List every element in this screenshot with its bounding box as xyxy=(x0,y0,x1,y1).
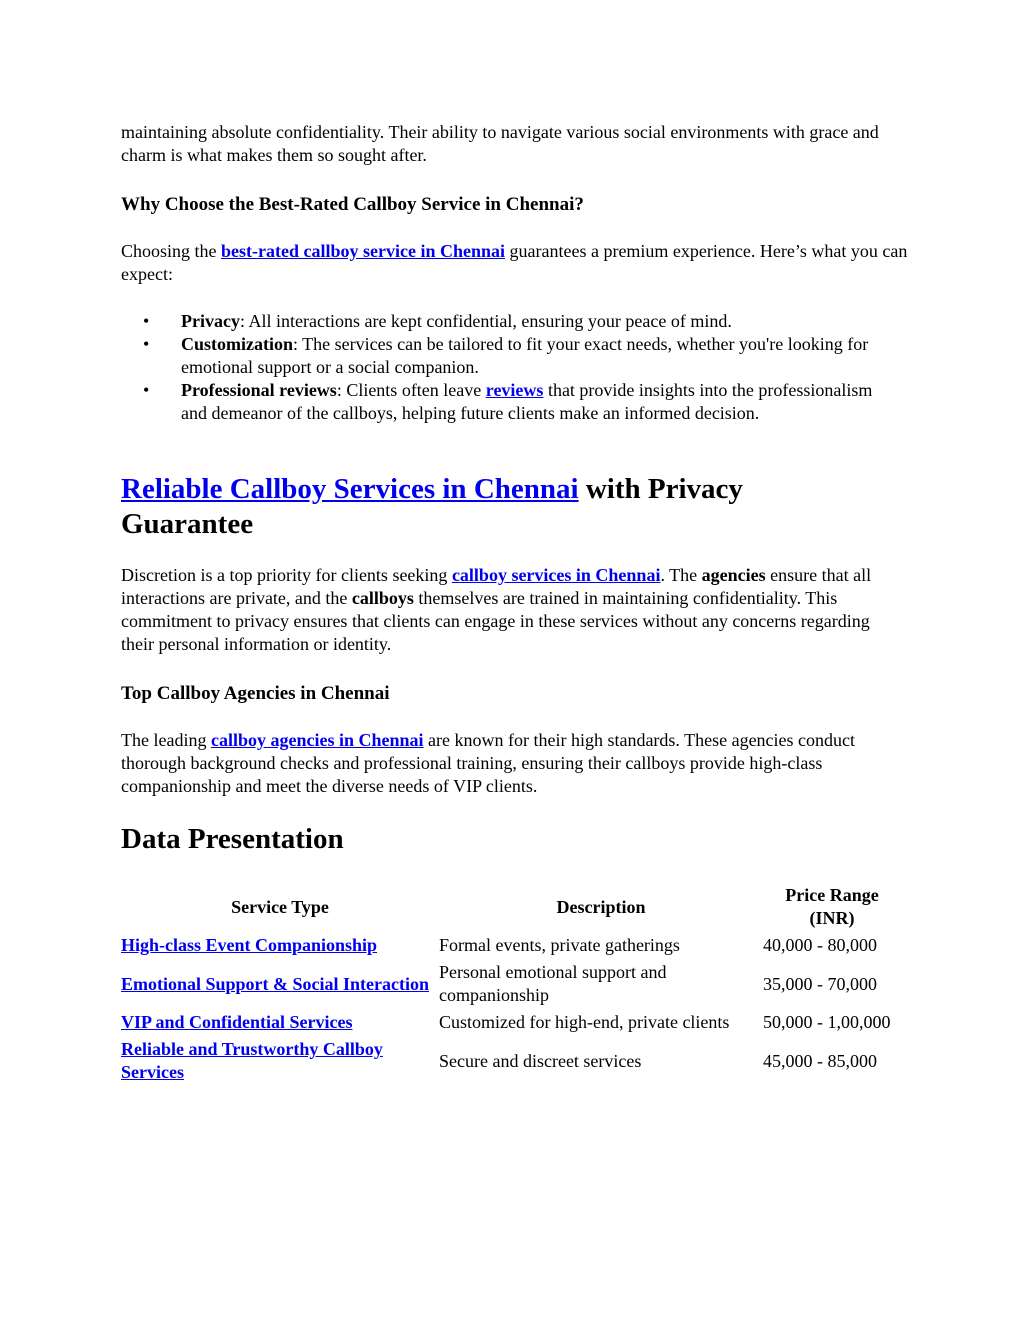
reviews-text-before: : Clients often leave xyxy=(336,380,486,400)
discretion-text-2: . The xyxy=(660,565,702,585)
reliable-services-heading xyxy=(121,472,841,542)
table-header-row xyxy=(121,882,901,932)
header-description: Description xyxy=(556,896,646,917)
why-choose-heading: Why Choose the Best-Rated Callboy Service in Chennai? xyxy=(121,194,584,215)
customization-text: : The services can be tailored to fit your exact needs, whether you're looking for emotional support or a social companion. xyxy=(181,334,869,377)
data-presentation-heading: Data Presentation xyxy=(121,823,344,855)
service-cell xyxy=(121,1009,439,1036)
top-agencies-heading: Top Callboy Agencies in Chennai xyxy=(121,683,390,704)
description-cell: Personal emotional support and companionship xyxy=(439,962,667,1005)
agencies-text-before: The leading xyxy=(121,730,211,750)
service-link[interactable]: Emotional Support & Social Interaction xyxy=(121,973,430,994)
description-cell: Secure and discreet services xyxy=(439,1050,642,1071)
discretion-paragraph xyxy=(121,564,906,656)
reviews-text-after: that provide insights into the professionalism and demeanor of the callboys, helping future clients make an informed decision. xyxy=(181,380,873,423)
benefits-list xyxy=(121,310,901,425)
description-cell: Customized for high-end, private clients xyxy=(439,1012,730,1032)
price-table xyxy=(121,882,901,1086)
privacy-text: : All interactions are kept confidential, ensuring your peace of mind. xyxy=(239,311,732,331)
agencies-paragraph xyxy=(121,729,901,798)
agencies-bold: agencies xyxy=(701,565,766,585)
privacy-term: Privacy xyxy=(181,311,240,331)
why-text-after: guarantees a premium experience. Here’s what you can expect: xyxy=(121,241,908,284)
header-price-range: Price Range (INR) xyxy=(785,885,879,928)
reviews-link[interactable]: reviews xyxy=(485,380,544,400)
service-cell xyxy=(121,959,439,1009)
price-cell: 45,000 - 85,000 xyxy=(763,1050,877,1071)
service-link[interactable]: Reliable and Trustworthy Callboy Services xyxy=(121,1039,383,1082)
callboy-agencies-link[interactable]: callboy agencies in Chennai xyxy=(210,730,424,750)
price-cell: 40,000 - 80,000 xyxy=(763,935,877,955)
intro-paragraph: maintaining absolute confidentiality. Their ability to navigate various social environments with grace and charm is what makes them so sought after. xyxy=(121,122,879,165)
callboy-services-link[interactable]: callboy services in Chennai xyxy=(451,565,661,585)
list-item-privacy xyxy=(121,310,901,333)
discretion-text-3: ensure that all interactions are private, and the xyxy=(121,565,872,608)
best-rated-service-link[interactable]: best-rated callboy service in Chennai xyxy=(221,241,505,261)
why-choose-paragraph xyxy=(121,240,911,286)
service-link[interactable]: High-class Event Companionship xyxy=(121,935,378,955)
discretion-text-4: themselves are trained in maintaining confidentiality. This commitment to privacy ensures that clients can engage in these services without any concerns regarding their personal information or identity. xyxy=(121,588,870,654)
table-row xyxy=(121,959,901,1009)
header-service-type: Service Type xyxy=(231,896,329,917)
reliable-heading-rest: with Privacy Guarantee xyxy=(121,473,743,540)
service-cell xyxy=(121,1036,439,1086)
list-item-customization xyxy=(121,333,901,379)
table-row xyxy=(121,932,901,959)
list-item-professional-reviews xyxy=(121,379,901,425)
why-text-before: Choosing the xyxy=(121,241,222,261)
callboys-bold: callboys xyxy=(351,588,414,608)
table-row xyxy=(121,1009,901,1036)
reliable-services-link[interactable]: Reliable Callboy Services in Chennai xyxy=(121,473,579,505)
description-cell: Formal events, private gatherings xyxy=(439,935,680,955)
customization-term: Customization xyxy=(181,334,293,354)
discretion-text-1: Discretion is a top priority for clients seeking xyxy=(121,565,452,585)
table-row xyxy=(121,1036,901,1086)
service-link[interactable]: VIP and Confidential Services xyxy=(121,1012,353,1032)
professional-reviews-term: Professional reviews xyxy=(181,380,337,400)
price-cell: 35,000 - 70,000 xyxy=(763,973,877,994)
service-cell xyxy=(121,932,439,959)
price-cell: 50,000 - 1,00,000 xyxy=(763,1012,891,1032)
agencies-text-after: are known for their high standards. These agencies conduct thorough background checks and professional training, ensuring their callboys provide high-class companionship and meet the diverse needs of VIP clients. xyxy=(121,730,856,796)
